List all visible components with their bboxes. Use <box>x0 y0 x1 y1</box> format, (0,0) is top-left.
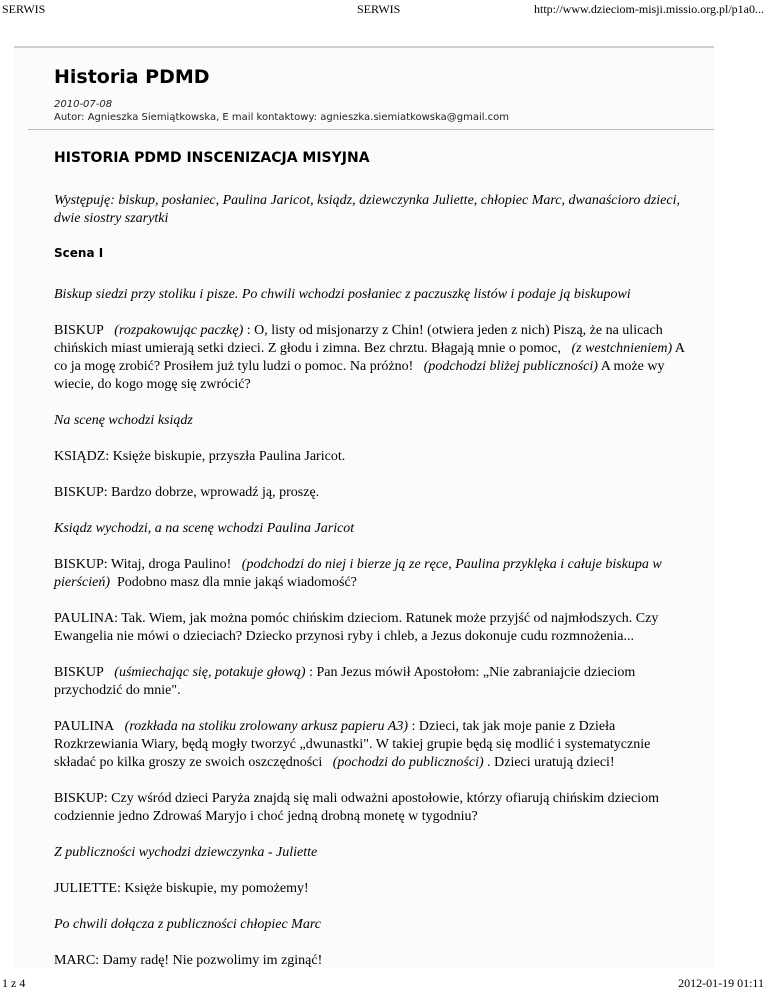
print-footer <box>0 976 768 994</box>
article-date: 2010-07-08 <box>54 99 113 110</box>
dialogue-biskup <box>54 322 694 394</box>
stage-aside: (rozkłada na stoliku zrolowany arkusz papieru A3) <box>124 719 409 734</box>
dialogue-text: Podobno masz dla mnie jakąś wiadomość? <box>116 575 357 590</box>
speaker: PAULINA <box>54 719 115 734</box>
dialogue-text: : Pan Jezus mówił Apostołom: „Nie zabraniajcie dzieciom przychodzić do mnie". <box>54 665 636 698</box>
dialogue-biskup <box>54 664 694 700</box>
page-title: Historia PDMD <box>54 66 210 88</box>
dialogue-paulina: PAULINA: Tak. Wiem, jak można pomóc chińskim dzieciom. Ratunek może przyjść od najmłodszych. Czy Ewangelia nie mówi o dzieciach? Dziecko przynosi ryby i chleb, a Jezus dokonuje cudu rozmnożenia... <box>54 611 659 644</box>
dialogue-text: A co ja mogę zrobić? Prosiłem już tylu ludzi o pomoc. Na próżno! <box>54 341 685 374</box>
dialogue-juliette: JULIETTE: Księże biskupie, my pomożemy! <box>54 881 309 896</box>
dialogue-text: A może wy wiecie, do kogo mogę się zwrócić? <box>54 359 665 392</box>
print-datetime: 2012-01-19 01:11 <box>678 976 764 990</box>
speaker: BISKUP <box>54 665 104 680</box>
stage-aside: (pochodzi do publiczności) <box>332 755 484 770</box>
stage-aside: (podchodzi do niej i bierze ją ze ręce, Paulina przyklęka i całuje biskupa w pierścień) <box>54 557 662 590</box>
dialogue-text: : Dzieci, tak jak moje panie z Dzieła Rozkrzewiania Wiary, będą mogły tworzyć „dwunastki". W takiej grupie będą się modlić i systematycznie składać po kilka groszy ze swoich oszczędności <box>54 719 651 770</box>
dialogue-ksiadz: KSIĄDZ: Księże biskupie, przyszła Paulina Jaricot. <box>54 449 346 464</box>
print-header <box>0 0 768 20</box>
stage-aside: (uśmiechając się, potakuje głową) <box>114 665 306 680</box>
article-panel <box>14 46 714 968</box>
stage-direction: Na scenę wchodzi ksiądz <box>54 413 193 428</box>
cast-list: Występuję: biskup, posłaniec, Paulina Jaricot, ksiądz, dziewczynka Juliette, chłopiec Marc, dwanaścioro dzieci, dwie siostry szarytki <box>54 193 680 226</box>
article-heading: HISTORIA PDMD INSCENIZACJA MISYJNA <box>54 150 370 166</box>
scene-title: Scena I <box>54 246 104 260</box>
page-number: 1 z 4 <box>2 976 26 990</box>
stage-aside: (z westchnieniem) <box>571 341 673 356</box>
dialogue-paulina <box>54 718 694 772</box>
dialogue-text: . Dzieci uratują dzieci! <box>487 755 615 770</box>
speaker: BISKUP <box>54 323 104 338</box>
dialogue-biskup <box>54 556 694 592</box>
dialogue-text: BISKUP: Witaj, droga Paulino! <box>54 557 232 572</box>
header-center-label: SERWIS <box>357 2 401 16</box>
dialogue-biskup: BISKUP: Bardzo dobrze, wprowadź ją, proszę. <box>54 485 320 500</box>
stage-direction: Ksiądz wychodzi, a na scenę wchodzi Paulina Jaricot <box>54 521 355 536</box>
article-body <box>54 150 694 968</box>
article-author: Autor: Agnieszka Siemiątkowska, E mail kontaktowy: agnieszka.siemiatkowska@gmail.com <box>54 112 510 123</box>
dialogue-biskup: BISKUP: Czy wśród dzieci Paryża znajdą się mali odważni apostołowie, którzy ofiarują chińskim dzieciom codziennie jedno Zdrowaś Maryjo i choć jedną drobną monetę w tygodniu? <box>54 791 659 824</box>
stage-direction: Po chwili dołącza z publiczności chłopiec Marc <box>54 917 321 932</box>
dialogue-marc: MARC: Damy radę! Nie pozwolimy im zginąć! <box>54 953 323 968</box>
dialogue-text: : O, listy od misjonarzy z Chin! (otwiera jeden z nich) Piszą, że na ulicach chińskich miast umierają setki dzieci. Z głodu i zimna. Bez chrztu. Błagają mnie o pomoc, <box>54 323 663 356</box>
stage-aside: (rozpakowując paczkę) <box>114 323 244 338</box>
header-url: http://www.dzieciom-misji.missio.org.pl/p1a0... <box>534 2 764 16</box>
header-divider <box>28 129 714 130</box>
stage-direction: Biskup siedzi przy stoliku i pisze. Po chwili wchodzi posłaniec z paczuszkę listów i podaje ją biskupowi <box>54 287 631 302</box>
header-left-label: SERWIS <box>2 2 46 16</box>
stage-direction: Z publiczności wychodzi dziewczynka - Juliette <box>54 845 318 860</box>
stage-aside: (podchodzi bliżej publiczności) <box>423 359 598 374</box>
